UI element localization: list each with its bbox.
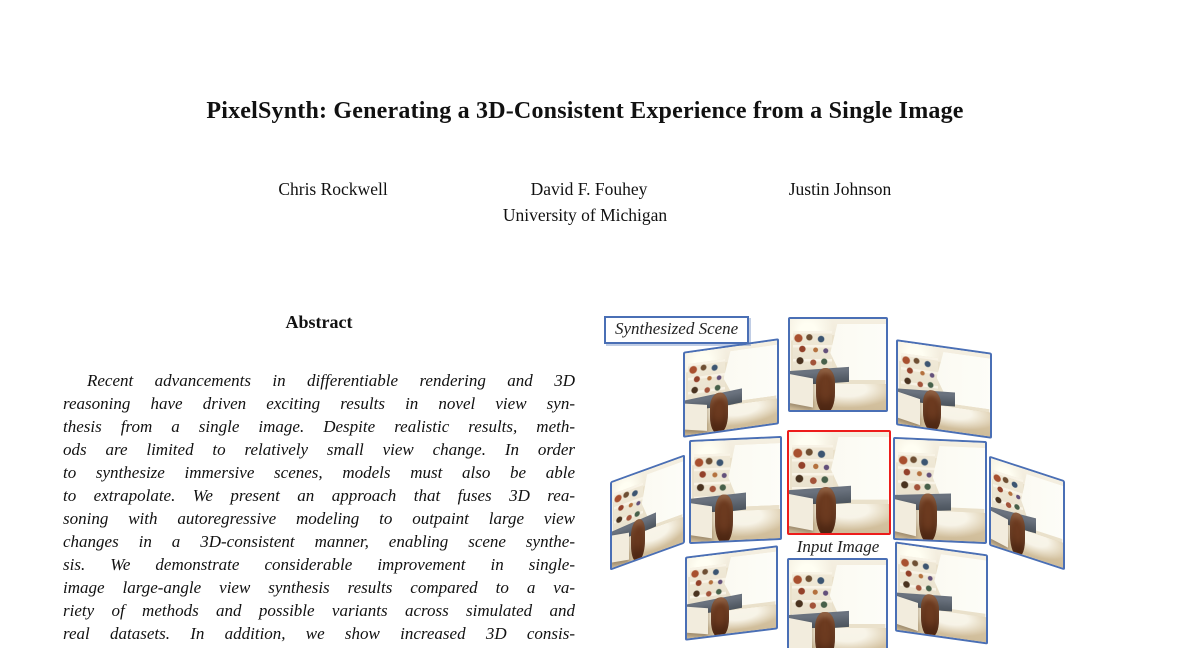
- room-desk: [689, 503, 712, 539]
- room-chair: [921, 594, 939, 638]
- room-chair: [923, 389, 941, 431]
- paper-title: PixelSynth: Generating a 3D-Consistent Experience from a Single Image: [206, 98, 964, 124]
- room-desk: [787, 493, 813, 531]
- author-name-1: Chris Rockwell: [278, 179, 388, 199]
- synthesized-view-bottom-center: [787, 558, 888, 648]
- room-chair: [710, 392, 728, 434]
- abstract-line: changes in a 3D-consistent manner, enabling scene synthe-: [63, 532, 575, 551]
- abstract-line: reasoning have driven exciting results in novel view syn-: [63, 394, 575, 413]
- author-name-3: Justin Johnson: [788, 179, 892, 199]
- abstract-line: ods are limited to relatively small view change. In order: [63, 440, 575, 459]
- synthesized-view-mid-right: [893, 437, 987, 544]
- room-desk: [610, 532, 629, 562]
- input-image-label: Input Image: [796, 537, 880, 556]
- abstract-heading: Abstract: [285, 312, 353, 332]
- abstract-line: thesis from a single image. Despite realistic results, meth-: [63, 417, 575, 436]
- synthesized-view-mid-far-left: [610, 454, 685, 570]
- room-desk: [683, 403, 707, 431]
- synthesized-scene-label: Synthesized Scene: [604, 316, 749, 344]
- synthesized-view-top-left: [683, 338, 779, 437]
- synthesized-view-top-center: [788, 317, 888, 412]
- room-chair: [715, 494, 733, 543]
- affiliation: University of Michigan: [502, 205, 668, 225]
- room-chair: [919, 494, 937, 542]
- synthesized-view-mid-far-right: [989, 456, 1065, 571]
- abstract-line: sis. We demonstrate considerable improvement in single-: [63, 555, 575, 574]
- synthesized-view-top-right: [896, 339, 992, 438]
- room-chair: [816, 368, 835, 412]
- author-name-2: David F. Fouhey: [530, 179, 648, 199]
- abstract-line: to synthesize immersive scenes, models must also be able: [63, 463, 575, 482]
- room-desk: [787, 618, 812, 648]
- room-chair: [816, 487, 836, 535]
- abstract-line: riety of methods and possible variants across simulated and: [63, 601, 575, 620]
- synthesized-view-bottom-left: [685, 545, 778, 640]
- room-chair: [815, 612, 834, 648]
- abstract-line: image large-angle view synthesis results compared to a va-: [63, 578, 575, 597]
- synthesized-view-mid-left: [689, 436, 782, 544]
- room-desk: [893, 499, 917, 536]
- abstract-line: soning with autoregressive modeling to outpaint large view: [63, 509, 575, 528]
- room-desk: [685, 607, 708, 634]
- room-desk: [788, 374, 813, 408]
- room-chair: [1010, 511, 1024, 557]
- room-chair: [711, 597, 729, 638]
- abstract-line: real datasets. In addition, we show increased 3D consis-: [63, 624, 575, 643]
- abstract-line: to extrapolate. We present an approach that fuses 3D rea-: [63, 486, 575, 505]
- abstract-line: Recent advancements in differentiable rendering and 3D: [87, 371, 575, 390]
- input-image-thumbnail: [787, 430, 891, 535]
